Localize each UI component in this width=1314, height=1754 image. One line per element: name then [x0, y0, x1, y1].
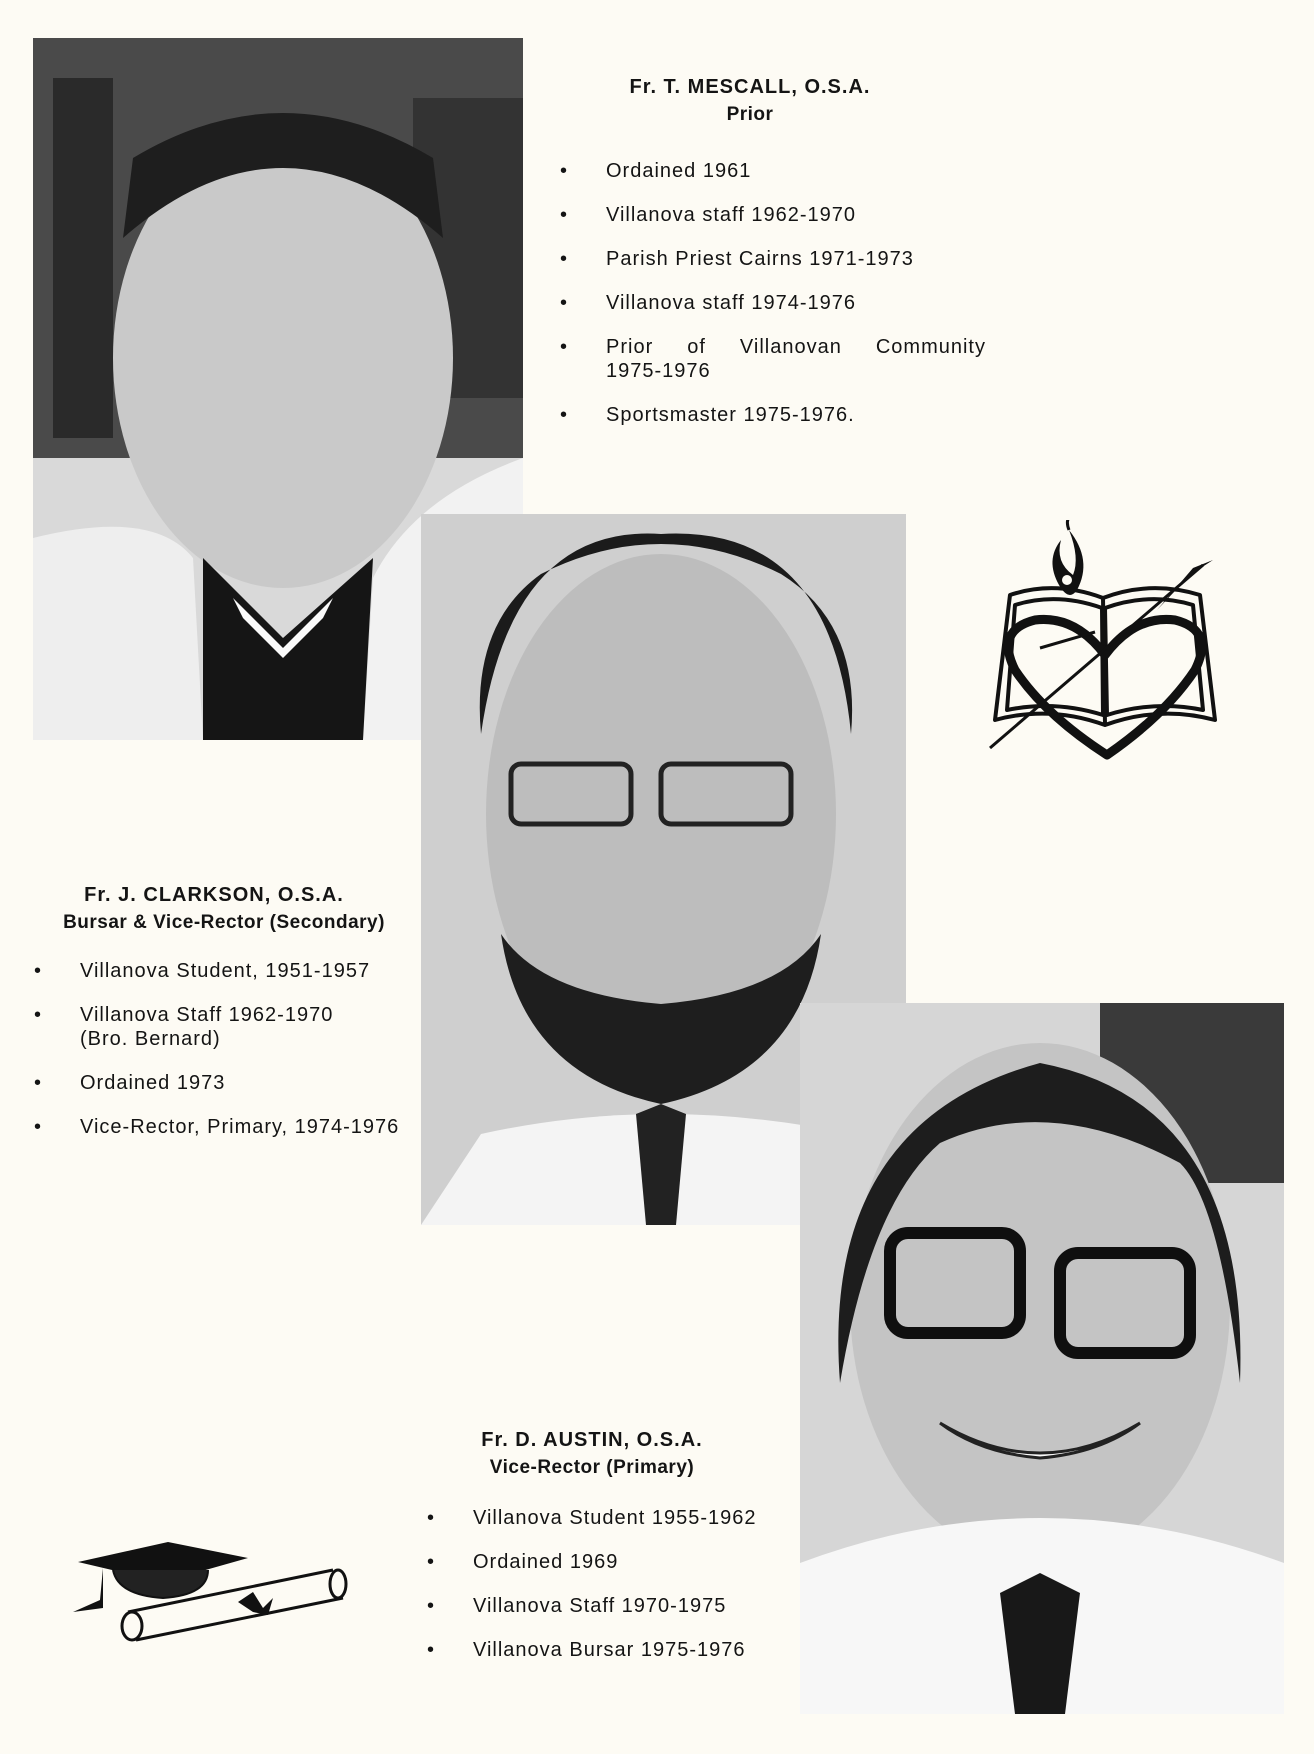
list-item-text: Villanova staff 1962-1970 — [606, 204, 856, 226]
list-item — [427, 1594, 797, 1618]
bullet-icon: • — [34, 1072, 43, 1094]
bio-austin — [427, 1426, 797, 1682]
photo-austin — [800, 1003, 1284, 1714]
list-item — [560, 247, 980, 271]
bio-mescall — [560, 73, 986, 447]
bullet-icon: • — [427, 1507, 436, 1529]
list-item — [560, 203, 980, 227]
person-name: Fr. T. MESCALL, O.S.A. — [629, 76, 871, 98]
list-item-text: Villanova Staff 1962-1970 (Bro. Bernard) — [80, 1004, 334, 1050]
bio-clarkson — [34, 881, 414, 1159]
list-item-text: Parish Priest Cairns 1971-1973 — [606, 248, 914, 270]
list-item — [34, 1115, 414, 1139]
list-item — [34, 1071, 414, 1095]
bullet-icon: • — [560, 160, 569, 182]
bullet-icon: • — [560, 404, 569, 426]
list-item-text: Villanova staff 1974-1976 — [606, 292, 856, 314]
bio-list — [34, 959, 414, 1139]
list-item-text: Prior of Villanovan Community 1975-1976 — [606, 336, 986, 382]
list-item — [427, 1638, 797, 1662]
person-role: Prior — [726, 104, 774, 125]
list-item-text: Ordained 1961 — [606, 160, 752, 182]
list-item — [560, 159, 980, 183]
list-item — [34, 959, 414, 983]
augustinian-heart-book-emblem-icon — [985, 520, 1225, 785]
bullet-icon: • — [427, 1639, 436, 1661]
bullet-icon: • — [34, 1116, 43, 1138]
list-item — [560, 403, 980, 427]
person-name: Fr. J. CLARKSON, O.S.A. — [84, 884, 344, 906]
person-role: Bursar & Vice-Rector (Secondary) — [63, 912, 385, 933]
list-item-text: Ordained 1973 — [80, 1072, 226, 1094]
list-item-text: Villanova Bursar 1975-1976 — [473, 1639, 746, 1661]
bullet-icon: • — [34, 1004, 43, 1026]
list-item — [427, 1506, 797, 1530]
list-item — [560, 335, 986, 383]
bullet-icon: • — [560, 292, 569, 314]
bio-list — [560, 159, 986, 427]
list-item — [560, 291, 980, 315]
person-role: Vice-Rector (Primary) — [489, 1457, 695, 1478]
list-item-text: Sportsmaster 1975-1976. — [606, 404, 855, 426]
bullet-icon: • — [560, 204, 569, 226]
bullet-icon: • — [34, 960, 43, 982]
person-name: Fr. D. AUSTIN, O.S.A. — [481, 1429, 703, 1451]
bio-list — [427, 1506, 797, 1662]
bullet-icon: • — [427, 1551, 436, 1573]
bullet-icon: • — [560, 248, 569, 270]
graduation-cap-diploma-icon — [68, 1540, 353, 1645]
bullet-icon: • — [560, 336, 569, 358]
list-item-text: Villanova Student, 1951-1957 — [80, 960, 371, 982]
list-item — [34, 1003, 414, 1051]
list-item-text: Villanova Staff 1970-1975 — [473, 1595, 727, 1617]
list-item — [427, 1550, 797, 1574]
bullet-icon: • — [427, 1595, 436, 1617]
list-item-text: Ordained 1969 — [473, 1551, 619, 1573]
list-item-text: Villanova Student 1955-1962 — [473, 1507, 757, 1529]
list-item-text: Vice-Rector, Primary, 1974-1976 — [80, 1116, 400, 1138]
